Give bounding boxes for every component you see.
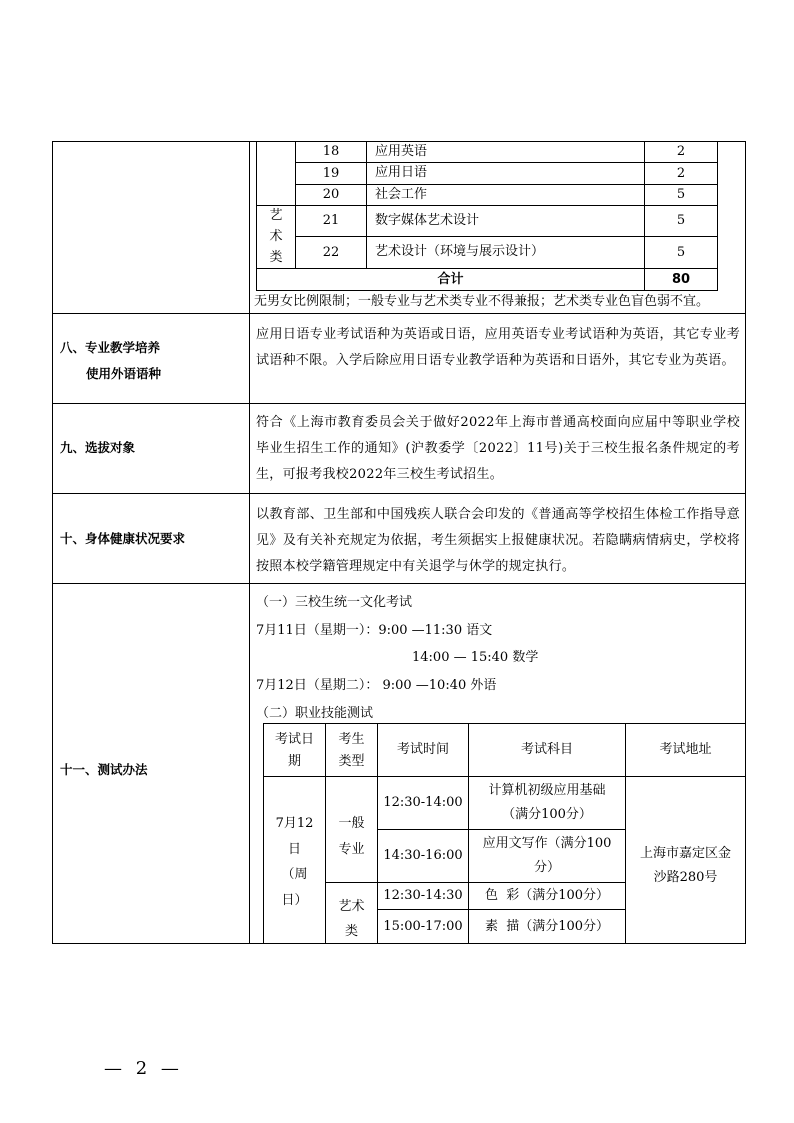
section-divider: [52, 493, 746, 494]
exam-date: 日）: [281, 893, 308, 908]
major-no: 19: [322, 165, 340, 181]
art-category-char: 类: [269, 250, 283, 265]
section-divider: [52, 583, 746, 584]
part1-title: （一）三校生统一文化考试: [256, 595, 413, 610]
section-divider: [52, 313, 746, 314]
section9-label: 九、选拔对象: [60, 440, 136, 455]
header-date: 考试日: [274, 732, 314, 747]
exam-subject: 色 彩（满分100分）: [484, 888, 610, 903]
header-location: 考试地址: [659, 742, 712, 757]
major-no: 20: [322, 187, 340, 202]
outer-bottom-border: [52, 943, 746, 944]
exam-location: 沙路280号: [653, 870, 718, 885]
type-art: 艺术: [338, 899, 365, 914]
section10-content: 以教育部、卫生部和中国残疾人联合会印发的《普通高等学校招生体检工作指导意见》及有关补充规定为依据，考生须据实上报健康状况。若隐瞒病情病史，学校将按照本校学籍管理规定中有关退学与休学的规定执行。: [256, 507, 740, 574]
header-date: 期: [287, 754, 301, 769]
major-count: 5: [676, 244, 686, 260]
major-no: 21: [322, 213, 340, 228]
exam-date: 日: [287, 842, 301, 857]
exam-subject: 素 描（满分100分）: [484, 918, 610, 934]
art-category-char: 艺: [269, 208, 283, 223]
section11-label: 十一、测试办法: [60, 762, 148, 777]
part2-title: （二）职业技能测试: [256, 706, 374, 721]
major-name: 应用英语: [375, 144, 428, 159]
major-name: 社会工作: [375, 187, 428, 202]
header-time: 考试时间: [396, 742, 449, 757]
section8-label: 八、专业教学培养: [60, 340, 161, 355]
major-no: 18: [322, 144, 340, 159]
exam-location: 上海市嘉定区金: [639, 846, 731, 861]
header-type: 考生: [338, 732, 365, 747]
major-name: 艺术设计（环境与展示设计）: [375, 244, 545, 259]
type-art: 类: [344, 924, 358, 939]
outer-left-border: [52, 141, 53, 944]
type-general: 专业: [338, 842, 365, 857]
page-number: — 2 —: [104, 1058, 183, 1079]
exam-date: 7月12: [275, 816, 314, 831]
exam-subject: 应用文写作（满分100: [482, 836, 612, 851]
section10-label: 十、身体健康状况要求: [60, 531, 186, 546]
header-subject: 考试科目: [520, 742, 573, 757]
section-divider: [52, 403, 746, 404]
total-label: 合计: [437, 271, 464, 287]
major-count: 2: [676, 144, 686, 159]
exam-time: 14:30-16:00: [383, 848, 463, 863]
major-count: 2: [676, 165, 686, 181]
exam-time: 15:00-17:00: [383, 918, 463, 934]
section8-content: 应用日语专业考试语种为英语或日语，应用英语专业考试语种为英语，其它专业考试语种不限。入学后除应用日语专业教学语种为英语和日语外，其它专业为英语。: [256, 327, 740, 368]
total-value: 80: [671, 271, 691, 287]
major-count: 5: [676, 213, 686, 228]
schedule-line: 7月11日（星期一）：9:00 —11:30 语文: [256, 623, 493, 638]
exam-subject: （满分100分）: [502, 807, 592, 822]
section8-label: 使用外语语种: [86, 366, 162, 381]
outer-right-border: [745, 141, 746, 944]
major-name: 数字媒体艺术设计: [375, 213, 480, 228]
major-name: 应用日语: [375, 165, 428, 180]
major-note: 无男女比例限制；一般专业与艺术类专业不得兼报；艺术类专业色盲色弱不宜。: [254, 294, 710, 309]
schedule-line: 14:00 — 15:40 数学: [412, 650, 539, 665]
schedule-line: 7月12日（星期二）： 9:00 —10:40 外语: [256, 678, 497, 693]
major-no: 22: [322, 244, 340, 260]
major-count: 5: [676, 187, 686, 202]
exam-time: 12:30-14:00: [383, 795, 463, 810]
exam-time: 12:30-14:30: [383, 888, 463, 903]
exam-subject: 计算机初级应用基础: [488, 783, 606, 798]
exam-date: （周: [281, 867, 308, 882]
label-column-divider: [249, 141, 250, 944]
header-type: 类型: [338, 754, 365, 769]
art-category-char: 术: [269, 229, 283, 244]
exam-subject: 分）: [533, 860, 560, 875]
outer-top-border: [52, 141, 746, 142]
type-general: 一般: [338, 816, 365, 831]
section9-content: 符合《上海市教育委员会关于做好2022年上海市普通高校面向应届中等职业学校毕业生招生工作的通知》(沪教委学〔2022〕11号)关于三校生报名条件规定的考生，可报考我校2022年三校生考试招生。: [256, 415, 740, 482]
